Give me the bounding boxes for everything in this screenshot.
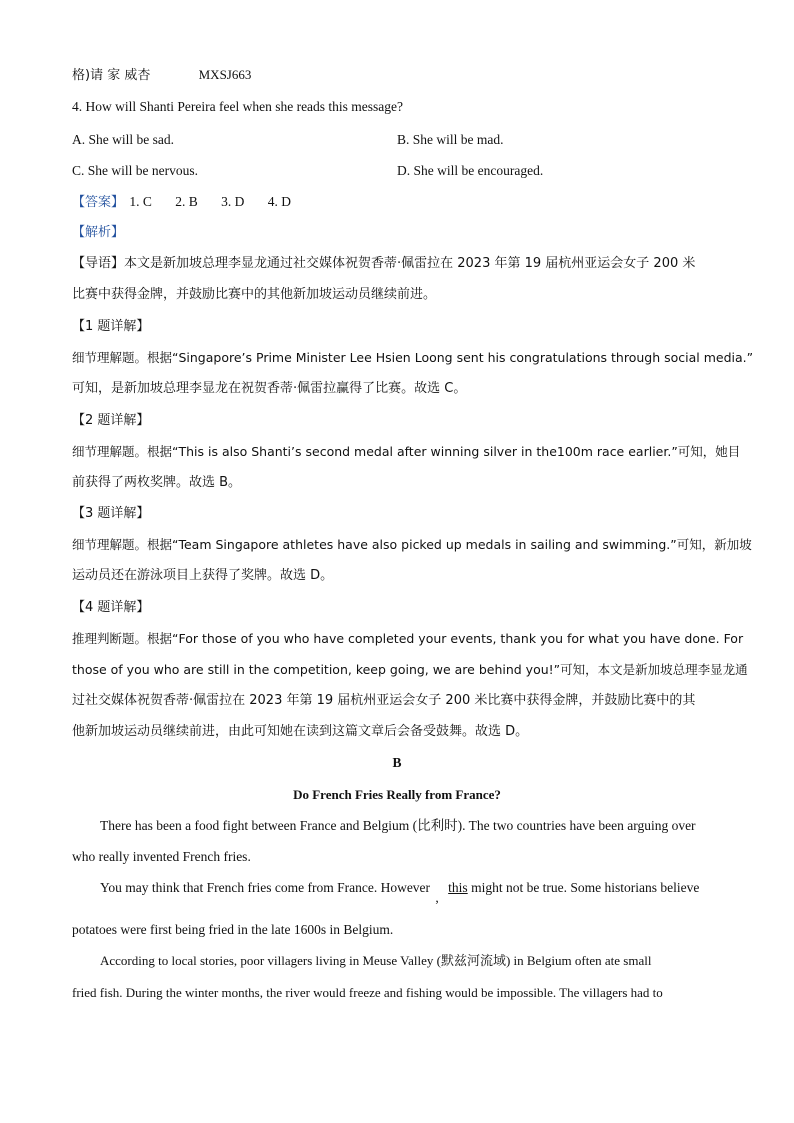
passage-p2-text-after: might not be true. Some historians believe — [471, 880, 700, 895]
passage-p2-line-1 — [100, 879, 700, 905]
passage-p1-line-2: who really invented French fries. — [72, 849, 251, 864]
option-b: B. She will be mad. — [397, 132, 504, 147]
q4-line-1: 推理判断题。根据“For those of you who have completed your events, thank you for what you have done. For — [72, 631, 744, 646]
answer-line — [72, 193, 311, 212]
passage-p1-line-1: There has been a food fight between France and Belgium (比利时). The two countries have been arguing over — [100, 818, 696, 833]
q4-line-2: those of you who are still in the competition, keep going, we are behind you!”可知，本文是新加坡总理李显龙通 — [72, 662, 748, 677]
option-d: D. She will be encouraged. — [397, 163, 544, 178]
answer-item: 2. B — [175, 194, 198, 209]
analysis-tag: 【解析】 — [72, 225, 125, 240]
answer-tag: 【答案】 — [72, 195, 125, 210]
header-code: MXSJ663 — [198, 67, 252, 82]
q3-line-1: 细节理解题。根据“Team Singapore athletes have also picked up medals in sailing and swimming.”可知，新加坡 — [72, 537, 752, 552]
header-left: 格)请 家 威杏 — [72, 68, 151, 83]
q4-line-3: 过社交媒体祝贺香蒂·佩雷拉在 2023 年第 19 届杭州亚运会女子 200 米比赛中获得金牌，并鼓励比赛中的其 — [72, 693, 696, 708]
option-a: A. She will be sad. — [72, 132, 174, 147]
passage-p3-line-1: According to local stories, poor villagers living in Meuse Valley (默兹河流域) in Belgium often ate small — [100, 953, 652, 968]
option-c: C. She will be nervous. — [72, 163, 198, 178]
q4-line-4: 他新加坡运动员继续前进，由此可知她在读到这篇文章后会备受鼓舞。故选 D。 — [72, 724, 529, 739]
q4-tag: 【4 题详解】 — [72, 600, 150, 615]
q3-line-2: 运动员还在游泳项目上获得了奖牌。故选 D。 — [72, 568, 334, 583]
answer-item: 4. D — [267, 194, 292, 209]
page-header — [72, 66, 251, 85]
q1-line-2: 可知，是新加坡总理李显龙在祝贺香蒂·佩雷拉赢得了比赛。故选 C。 — [72, 381, 467, 396]
section-letter: B — [392, 755, 402, 770]
question-4-stem: 4. How will Shanti Pereira feel when she reads this message? — [72, 99, 404, 114]
q2-line-1: 细节理解题。根据“This is also Shanti’s second medal after winning silver in the100m race earlier.”可知，她目 — [72, 444, 741, 459]
q1-tag: 【1 题详解】 — [72, 319, 150, 334]
q3-tag: 【3 题详解】 — [72, 506, 150, 521]
q2-line-2: 前获得了两枚奖牌。故选 B。 — [72, 475, 242, 490]
q1-line-1: 细节理解题。根据“Singapore’s Prime Minister Lee Hsien Loong sent his congratulations through social media.” — [72, 350, 754, 365]
answer-item: 3. D — [221, 194, 245, 209]
answer-item: 1. C — [129, 194, 152, 209]
passage-title: Do French Fries Really from France? — [293, 787, 501, 802]
comma-mark: , — [435, 890, 439, 905]
guide-line-2: 比赛中获得金牌，并鼓励比赛中的其他新加坡运动员继续前进。 — [72, 287, 437, 302]
passage-p3-line-2: fried fish. During the winter months, the river would freeze and fishing would be impossible. The villagers had to — [72, 985, 663, 1000]
underlined-this: this — [448, 880, 468, 895]
guide-line-1: 【导语】本文是新加坡总理李显龙通过社交媒体祝贺香蒂·佩雷拉在 2023 年第 19 届杭州亚运会女子 200 米 — [72, 256, 696, 271]
passage-p2-text: You may think that French fries come from France. However — [100, 880, 431, 895]
q2-tag: 【2 题详解】 — [72, 413, 150, 428]
passage-p2-line-2: potatoes were first being fried in the late 1600s in Belgium. — [72, 922, 394, 937]
